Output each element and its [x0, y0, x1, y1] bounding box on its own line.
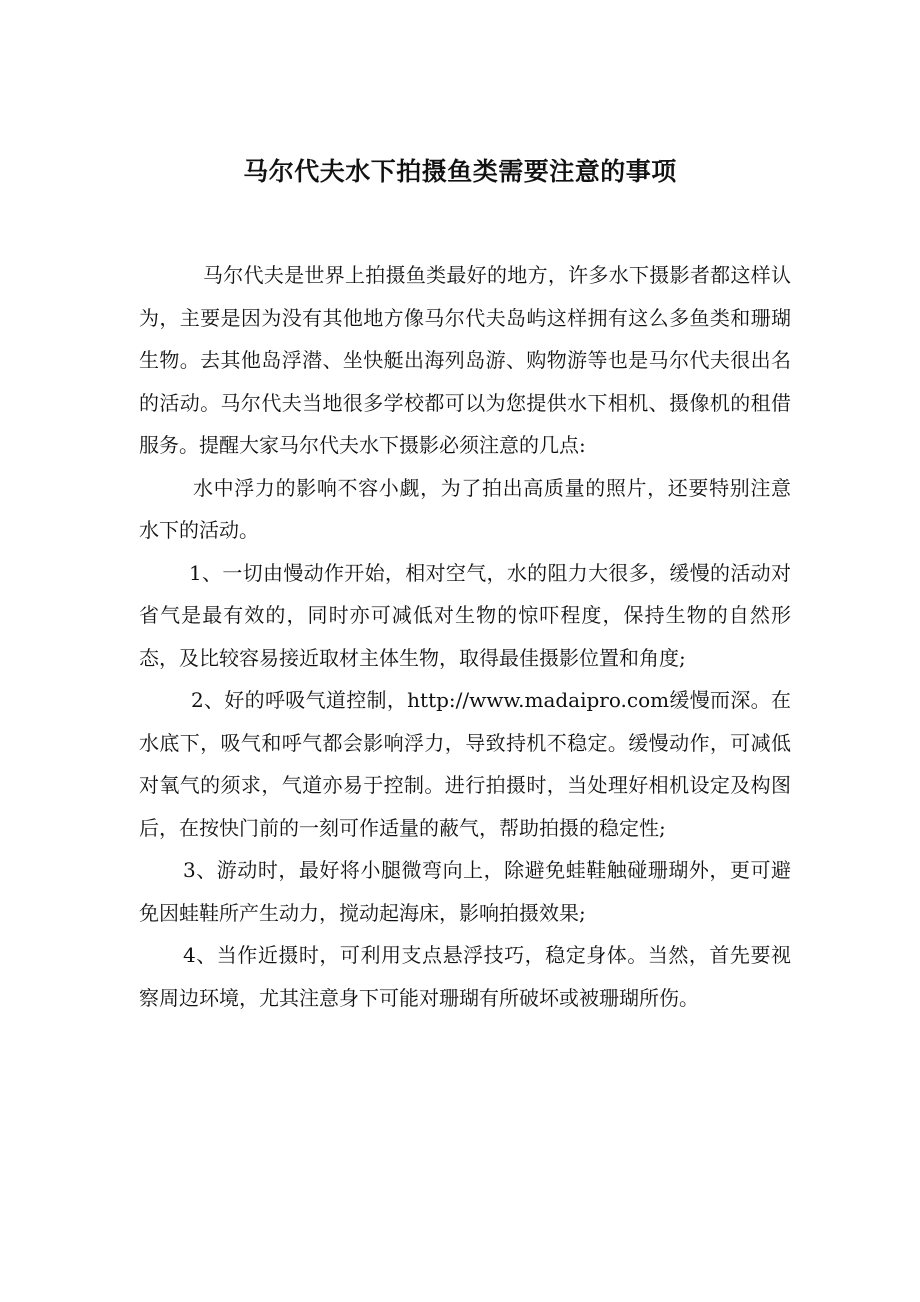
paragraph-buoyancy: 水中浮力的影响不容小觑，为了拍出高质量的照片，还要特别注意水下的活动。	[139, 475, 791, 542]
paragraph-intro: 马尔代夫是世界上拍摄鱼类最好的地方，许多水下摄影者都这样认为，主要是因为没有其他地方像马尔代夫岛屿这样拥有这么多鱼类和珊瑚生物。去其他岛浮潜、坐快艇出海列岛游、购物游等也是马尔代夫很出名的活动。马尔代夫当地很多学校都可以为您提供水下相机、摄像机的租借服务。提醒大家马尔代夫水下摄影必须注意的几点:	[139, 263, 791, 457]
document-body	[139, 254, 791, 1019]
document-title: 马尔代夫水下拍摄鱼类需要注意的事项	[243, 157, 677, 186]
paragraph-tip-4: 4、当作近摄时，可利用支点悬浮技巧，稳定身体。当然，首先要视察周边环境，尤其注意身下可能对珊瑚有所破坏或被珊瑚所伤。	[139, 943, 791, 1010]
paragraph-tip-1: 1、一切由慢动作开始，相对空气，水的阻力大很多，缓慢的活动对省气是最有效的，同时亦可减低对生物的惊吓程度，保持生物的自然形态，及比较容易接近取材主体生物，取得最佳摄影位置和角度;	[139, 560, 791, 670]
paragraph-tip-2: 2、好的呼吸气道控制，http://www.madaipro.com缓慢而深。在水底下，吸气和呼气都会影响浮力，导致持机不稳定。缓慢动作，可减低对氧气的须求，气道亦易于控制。进行拍摄时，当处理好相机设定及构图后，在按快门前的一刻可作适量的蔽气，帮助拍摄的稳定性;	[139, 688, 791, 840]
paragraph-tip-3: 3、游动时，最好将小腿微弯向上，除避免蛙鞋触碰珊瑚外，更可避免因蛙鞋所产生动力，搅动起海床，影响拍摄效果;	[139, 858, 791, 925]
